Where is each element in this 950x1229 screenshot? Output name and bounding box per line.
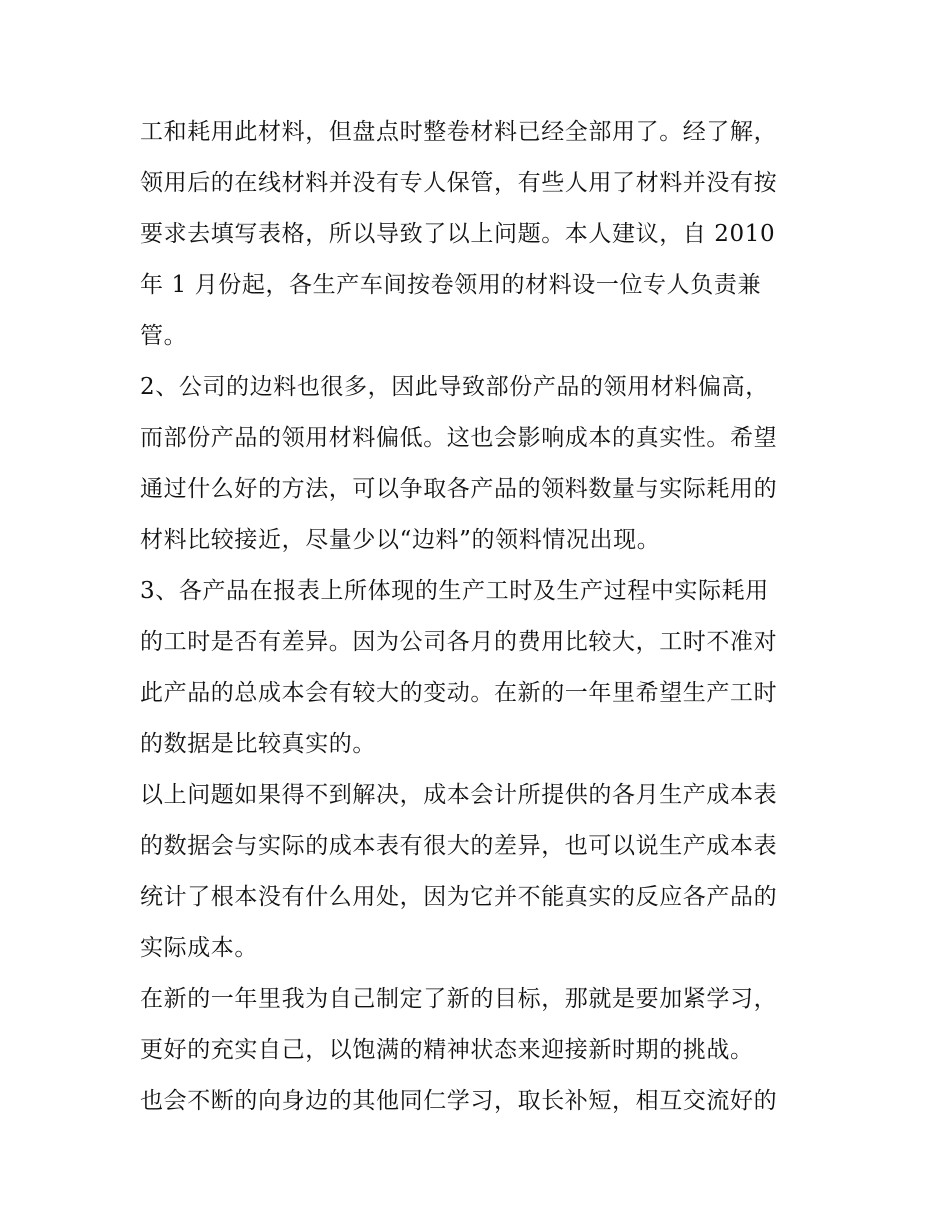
text-line: 在新的一年里我为自己制定了新的目标，那就是要加紧学习， bbox=[140, 986, 778, 1012]
document-body bbox=[140, 107, 830, 1127]
text-line: 年 1 月份起，各生产车间按卷领用的材料设一位专人负责兼 bbox=[140, 272, 762, 298]
text-line: 3、各产品在报表上所体现的生产工时及生产过程中实际耗用 bbox=[140, 578, 769, 604]
text-line: 而部份产品的领用材料偏低。这也会影响成本的真实性。希望 bbox=[140, 425, 778, 451]
text-line: 实际成本。 bbox=[140, 935, 258, 961]
text-line: 管。 bbox=[140, 323, 188, 349]
text-line: 的工时是否有差异。因为公司各月的费用比较大，工时不准对 bbox=[140, 629, 778, 655]
text-line: 以上问题如果得不到解决，成本会计所提供的各月生产成本表 bbox=[140, 782, 778, 808]
text-line: 此产品的总成本会有较大的变动。在新的一年里希望生产工时 bbox=[140, 680, 778, 706]
text-line: 统计了根本没有什么用处，因为它并不能真实的反应各产品的 bbox=[140, 884, 778, 910]
text-line: 通过什么好的方法，可以争取各产品的领料数量与实际耗用的 bbox=[140, 476, 778, 502]
text-line: 领用后的在线材料并没有专人保管，有些人用了材料并没有按 bbox=[140, 170, 778, 196]
text-line: 2、公司的边料也很多，因此导致部份产品的领用材料偏高， bbox=[140, 374, 769, 400]
text-line: 工和耗用此材料，但盘点时整卷材料已经全部用了。经了解， bbox=[140, 119, 778, 145]
text-line: 的数据会与实际的成本表有很大的差异，也可以说生产成本表 bbox=[140, 833, 778, 859]
text-line: 更好的充实自己，以饱满的精神状态来迎接新时期的挑战。 bbox=[140, 1037, 754, 1063]
text-line: 材料比较接近，尽量少以“边料”的领料情况出现。 bbox=[140, 527, 661, 553]
text-line: 也会不断的向身边的其他同仁学习，取长补短，相互交流好的 bbox=[140, 1088, 778, 1114]
text-line: 的数据是比较真实的。 bbox=[140, 731, 376, 757]
text-line: 要求去填写表格，所以导致了以上问题。本人建议，自 2010 bbox=[140, 221, 776, 247]
